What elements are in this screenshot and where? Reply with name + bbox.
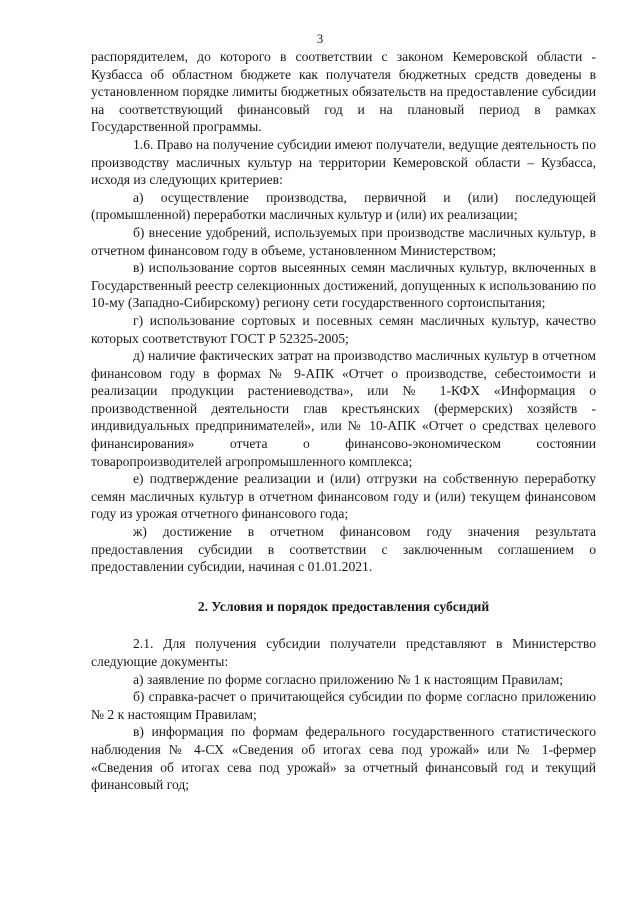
- paragraph: д) наличие фактических затрат на производство масличных культур в отчетном финансовом году в формах № 9-АПК «Отчет о производстве, себестоимости и реализации продукции растениеводства», или № 1-КФХ «Информация о производственной деятельности глав крестьянских (фермерских) хозяйств - индивидуальных предпринимателей», или № 10-АПК «Отчет о средствах целевого финансирования» отчета о финансово-экономическом состоянии товаропроизводителей агропромышленного комплекса;: [91, 348, 596, 469]
- paragraph: в) использование сортов высеянных семян масличных культур, включенных в Государственный реестр селекционных достижений, допущенных к использованию по 10-му (Западно-Сибирскому) региону сети государственного сортоиспытания;: [91, 260, 596, 311]
- section-heading: 2. Условия и порядок предоставления субсидий: [197, 598, 490, 614]
- paragraph: г) использование сортовых и посевных семян масличных культур, качество которых соответствуют ГОСТ Р 52325-2005;: [91, 312, 596, 346]
- paragraphs-before: [91, 48, 596, 576]
- paragraph: б) справка-расчет о причитающейся субсидии по форме согласно приложению № 2 к настоящим Правилам;: [91, 689, 596, 722]
- paragraph: в) информация по формам федерального государственного статистического наблюдения № 4-СХ «Сведения об итогах сева под урожай» или № 1-фермер «Сведения об итогах сева под урожай» за отчетный финансовый год и текущий финансовый год;: [91, 724, 596, 793]
- paragraph: распорядителем, до которого в соответствии с законом Кемеровской области - Кузбасса об областном бюджете как получателя бюджетных средств доведены в установленном порядке лимиты бюджетных обязательств на предоставление субсидии на соответствующий финансовый год и на плановый период в рамках Государственной программы.: [91, 49, 596, 135]
- paragraph: е) подтверждение реализации и (или) отгрузки на собственную переработку семян масличных культур в отчетном финансовом году и (или) текущем финансовом году из урожая отчетного финансового года;: [91, 471, 596, 522]
- paragraph: ж) достижение в отчетном финансовом году значения результата предоставления субсидии в соответствии с заключенным соглашением о предоставлении субсидии, начиная с 01.01.2021.: [91, 524, 596, 575]
- page-number: 3: [316, 31, 324, 46]
- paragraph: б) внесение удобрений, используемых при производстве масличных культур, в отчетном финансовом году в объеме, установленном Министерством;: [91, 224, 596, 258]
- paragraphs-after: [91, 635, 596, 793]
- paragraph: 1.6. Право на получение субсидии имеют получатели, ведущие деятельность по производству масличных культур на территории Кемеровской области – Кузбасса, исходя из следующих критериев:: [91, 136, 596, 188]
- paragraph: а) заявление по форме согласно приложению № 1 к настоящим Правилам;: [133, 671, 564, 687]
- paragraph: а) осуществление производства, первичной и (или) последующей (промышленной) переработки масличных культур и (или) их реализации;: [91, 189, 596, 223]
- paragraph: 2.1. Для получения субсидии получатели представляют в Министерство следующие документы:: [91, 636, 596, 669]
- document-body: [91, 48, 596, 794]
